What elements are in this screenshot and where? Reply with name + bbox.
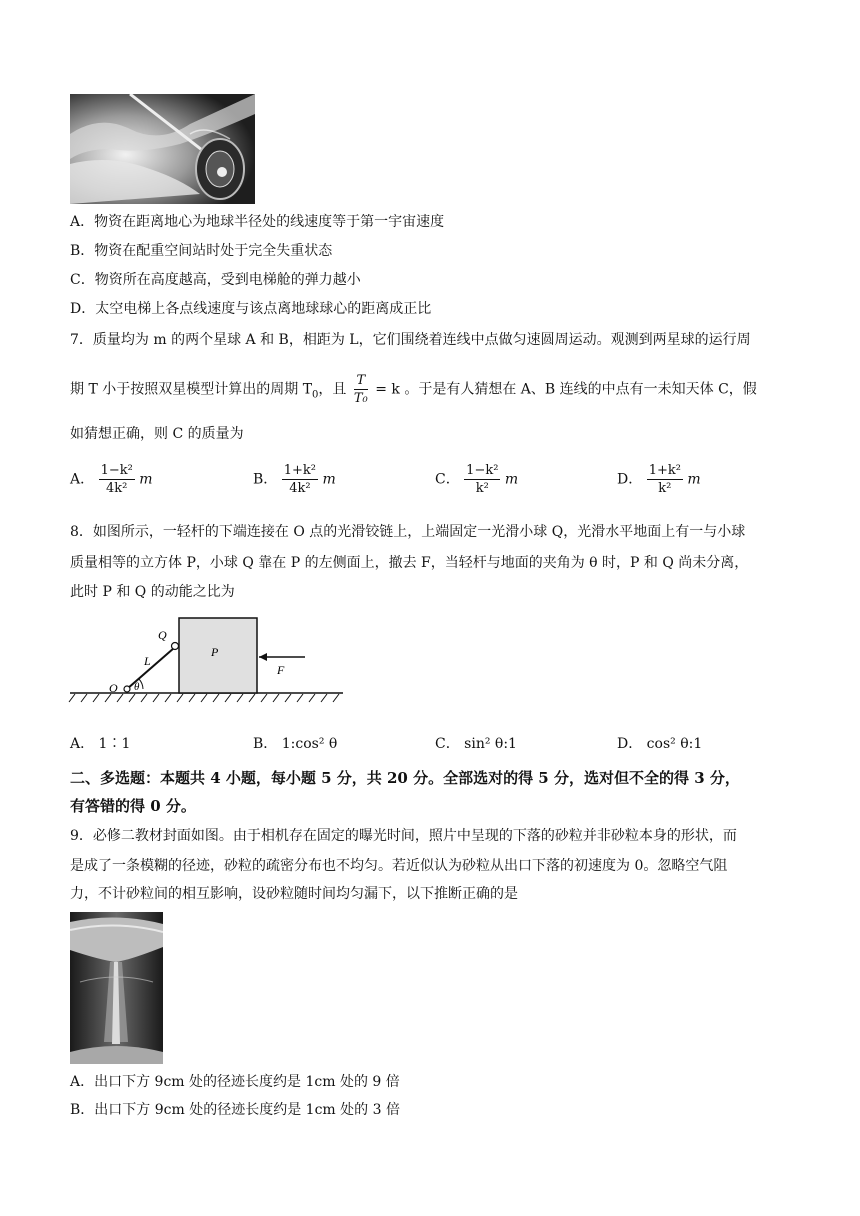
q6-option-b: B．物资在配重空间站时处于完全失重状态 bbox=[70, 243, 333, 259]
q7-ratio-fraction bbox=[354, 372, 368, 407]
q6-option-a: A．物资在距离地心为地球半径处的线速度等于第一宇宙速度 bbox=[70, 214, 445, 230]
label-l: L bbox=[144, 654, 151, 668]
label-o: O bbox=[109, 681, 118, 695]
q7-option-a-letter: A． bbox=[70, 471, 95, 488]
q8-stem-line2: 质量相等的立方体 P，小球 Q 靠在 P 的左侧面上，撤去 F，当轻杆与地面的夹角为 θ 时，P 和 Q 尚未分离， bbox=[70, 555, 749, 571]
q8-stem-line3: 此时 P 和 Q 的动能之比为 bbox=[70, 584, 235, 600]
force-arrowhead bbox=[259, 653, 267, 661]
q7-option-a-den: 4k² bbox=[106, 481, 128, 496]
q7-line2-a: 期 T 小于按照双星模型计算出的周期 T bbox=[70, 381, 313, 398]
q7-stem-line1: 7．质量均为 m 的两个星球 A 和 B，相距为 L，它们围绕着连线中点做匀速圆周运动。观测到两星球的运行周 bbox=[70, 332, 751, 348]
q7-option-b-fraction bbox=[282, 462, 318, 497]
q8-stem-line1: 8．如图所示，一轻杆的下端连接在 O 点的光滑铰链上，上端固定一光滑小球 Q，光滑水平地面上有一与小球 bbox=[70, 524, 746, 540]
q7-option-a bbox=[70, 462, 153, 497]
section2-heading-line1: 二、多选题：本题共 4 小题，每小题 5 分，共 20 分。全部选对的得 5 分，选对但不全的得 3 分， bbox=[70, 769, 740, 787]
label-f: F bbox=[277, 663, 285, 677]
q9-option-b: B．出口下方 9cm 处的径迹长度约是 1cm 处的 3 倍 bbox=[70, 1102, 400, 1118]
q9-stem-line1: 9．必修二教材封面如图。由于相机存在固定的曝光时间，照片中呈现的下落的砂粒并非砂粒本身的形状，而 bbox=[70, 828, 737, 844]
q7-option-d-letter: D． bbox=[617, 471, 643, 488]
q7-option-d-fraction bbox=[647, 462, 683, 497]
q7-option-c-num: 1−k² bbox=[466, 463, 499, 478]
q8-diagram bbox=[65, 610, 355, 710]
q7-line2-c: = k 。于是有人猜想在 A、B 连线的中点有一未知天体 C，假 bbox=[375, 381, 757, 398]
q7-option-d-den: k² bbox=[658, 481, 672, 496]
q7-option-b-num: 1+k² bbox=[283, 463, 317, 478]
q8-option-b: B． 1:cos² θ bbox=[253, 736, 338, 752]
angle-arc bbox=[139, 679, 143, 689]
q7-ratio-num: T bbox=[354, 372, 368, 390]
q8-option-a: A． 1∶1 bbox=[70, 736, 131, 752]
q7-option-b-den: 4k² bbox=[289, 481, 311, 496]
label-q: Q bbox=[158, 628, 167, 642]
q7-option-d-tail: m bbox=[687, 471, 701, 488]
q9-stem-line2: 是成了一条模糊的径迹，砂粒的疏密分布也不均匀。若近似认为砂粒从出口下落的初速度为 0。忽略空气阻 bbox=[70, 858, 728, 874]
q7-stem-line2 bbox=[70, 372, 757, 407]
q7-option-c bbox=[435, 462, 518, 497]
hourglass-photo bbox=[70, 912, 163, 1064]
section2-heading-line2: 有答错的得 0 分。 bbox=[70, 797, 196, 815]
q7-option-c-tail: m bbox=[504, 471, 519, 488]
q7-ratio-den: T₀ bbox=[353, 391, 368, 406]
q7-line2-sub: 0 bbox=[312, 389, 319, 401]
ball-q bbox=[172, 643, 179, 650]
q7-stem-line3: 如猜想正确，则 C 的质量为 bbox=[70, 426, 244, 442]
q7-option-b-letter: B． bbox=[253, 471, 278, 488]
q8-option-d: D． cos² θ:1 bbox=[617, 736, 703, 752]
q7-option-b bbox=[253, 462, 336, 497]
q8-option-c: C． sin² θ:1 bbox=[435, 736, 517, 752]
hinge-o bbox=[124, 686, 130, 692]
label-theta: θ bbox=[134, 681, 140, 693]
q7-option-d bbox=[617, 462, 701, 497]
q7-line2-b: ，且 bbox=[318, 381, 347, 398]
q7-option-c-den: k² bbox=[475, 481, 489, 496]
ground-hatch bbox=[69, 694, 339, 702]
q7-option-d-num: 1+k² bbox=[648, 463, 681, 478]
q6-option-d: D．太空电梯上各点线速度与该点离地球球心的距离成正比 bbox=[70, 301, 432, 317]
q7-option-a-fraction bbox=[99, 462, 135, 497]
q7-option-c-letter: C． bbox=[435, 471, 460, 488]
q7-option-a-num: 1−k² bbox=[100, 463, 133, 478]
q7-option-a-tail: m bbox=[139, 471, 153, 488]
q7-option-b-tail: m bbox=[322, 471, 336, 488]
label-p: P bbox=[211, 645, 219, 659]
q9-option-a: A．出口下方 9cm 处的径迹长度约是 1cm 处的 9 倍 bbox=[70, 1074, 400, 1090]
space-elevator-photo bbox=[70, 94, 255, 204]
q9-stem-line3: 力，不计砂粒间的相互影响，设砂粒随时间均匀漏下，以下推断正确的是 bbox=[70, 886, 518, 902]
q7-option-c-fraction bbox=[464, 462, 500, 497]
q6-option-c: C．物资所在高度越高，受到电梯舱的弹力越小 bbox=[70, 272, 361, 288]
